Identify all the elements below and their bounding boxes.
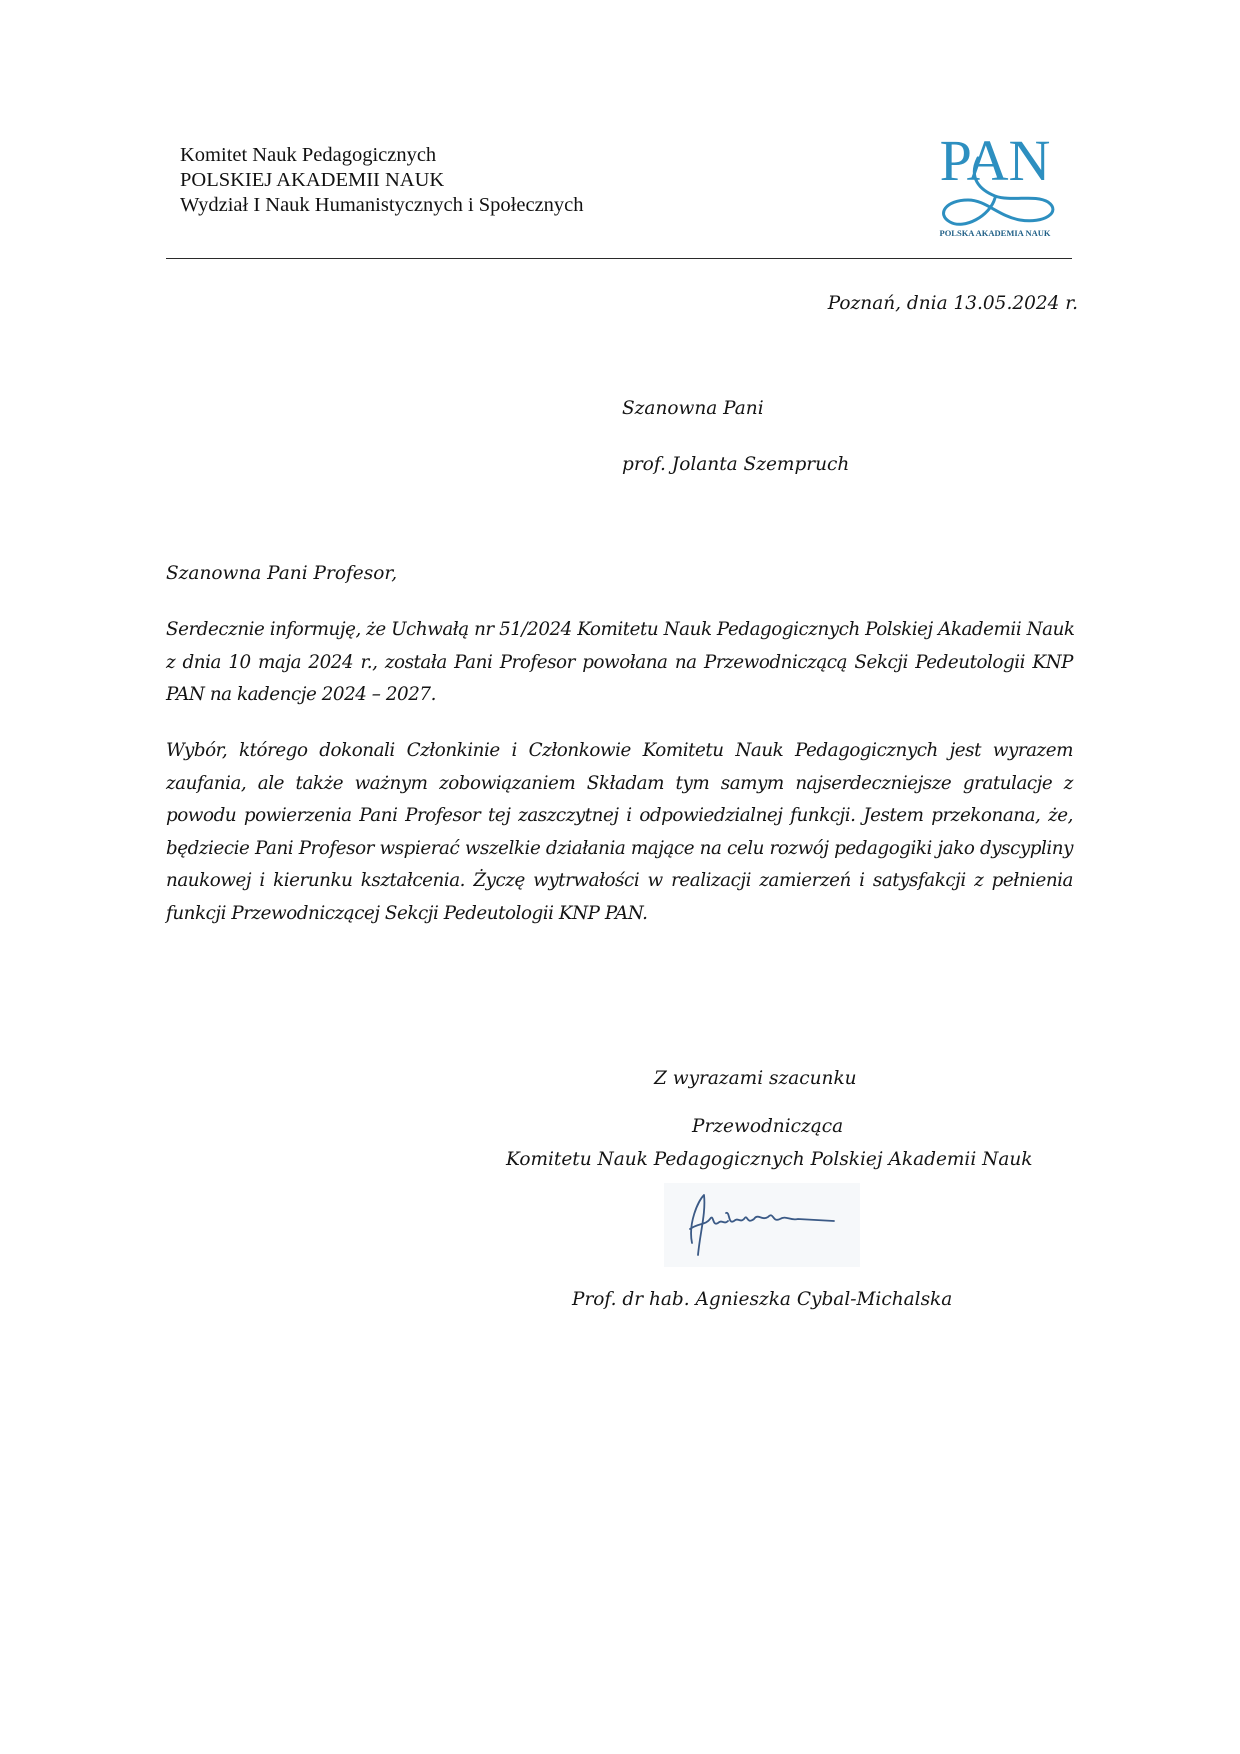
pan-logo-letters: PAN (939, 128, 1051, 193)
letterhead (180, 143, 584, 218)
body-paragraph-1 (166, 614, 1073, 712)
valediction: Z wyrazami szacunku (654, 1068, 857, 1089)
paragraph-line: z dnia 10 maja 2024 r., została Pani Profesor powołana na Przewodniczącą Sekcji Pedeutologii KNP (166, 651, 1073, 673)
addressee-salutation: Szanowna Pani (622, 398, 764, 419)
paragraph-line: Serdecznie informuję, że Uchwałą nr 51/2024 Komitetu Nauk Pedagogicznych Polskiej Akademii Nauk (166, 619, 1075, 640)
paragraph-line: powodu powierzenia Pani Profesor tej zaszczytnej i odpowiedzialnej funkcji. Jestem przekonana, że, (166, 805, 1073, 826)
pan-logo-subtitle: POLSKA AKADEMIA NAUK (939, 228, 1051, 238)
pan-logo (920, 128, 1070, 240)
greeting: Szanowna Pani Profesor, (166, 563, 398, 584)
paragraph-line: będziecie Pani Profesor wspierać wszelkie działania mające na celu rozwój pedagogiki jako dyscypliny (166, 837, 1073, 859)
signature-scribble (664, 1183, 860, 1267)
header-divider (166, 258, 1072, 259)
date-line: Poznań, dnia 13.05.2024 r. (827, 293, 1078, 314)
paragraph-line: PAN na kadencje 2024 – 2027. (166, 684, 436, 705)
letterhead-line-committee: Komitet Nauk Pedagogicznych (180, 144, 437, 166)
paragraph-line: Wybór, którego dokonali Członkinie i Członkowie Komitetu Nauk Pedagogicznych jest wyrazem (166, 740, 1073, 761)
body-paragraph-2 (166, 735, 1073, 930)
pan-logo-graphic (920, 128, 1070, 240)
letterhead-line-academy: POLSKIEJ AKADEMII NAUK (180, 169, 445, 191)
signatory-name: Prof. dr hab. Agnieszka Cybal-Michalska (572, 1289, 953, 1310)
addressee-name: prof. Jolanta Szempruch (622, 454, 850, 475)
paragraph-line: funkcji Przewodniczącej Sekcji Pedeutologii KNP PAN. (166, 902, 648, 924)
paragraph-line: naukowej i kierunku kształcenia. Życzę wytrwałości w realizacji zamierzeń i satysfakcji z pełnienia (166, 870, 1073, 891)
handwritten-signature (664, 1183, 860, 1267)
letterhead-line-division: Wydział I Nauk Humanistycznych i Społecznych (180, 194, 584, 216)
paragraph-line: zaufania, ale także ważnym zobowiązaniem Składam tym samym najserdeczniejsze gratulacje z (166, 772, 1073, 794)
signatory-title: Przewodnicząca (692, 1116, 844, 1137)
signatory-organization: Komitetu Nauk Pedagogicznych Polskiej Akademii Nauk (506, 1149, 1033, 1170)
